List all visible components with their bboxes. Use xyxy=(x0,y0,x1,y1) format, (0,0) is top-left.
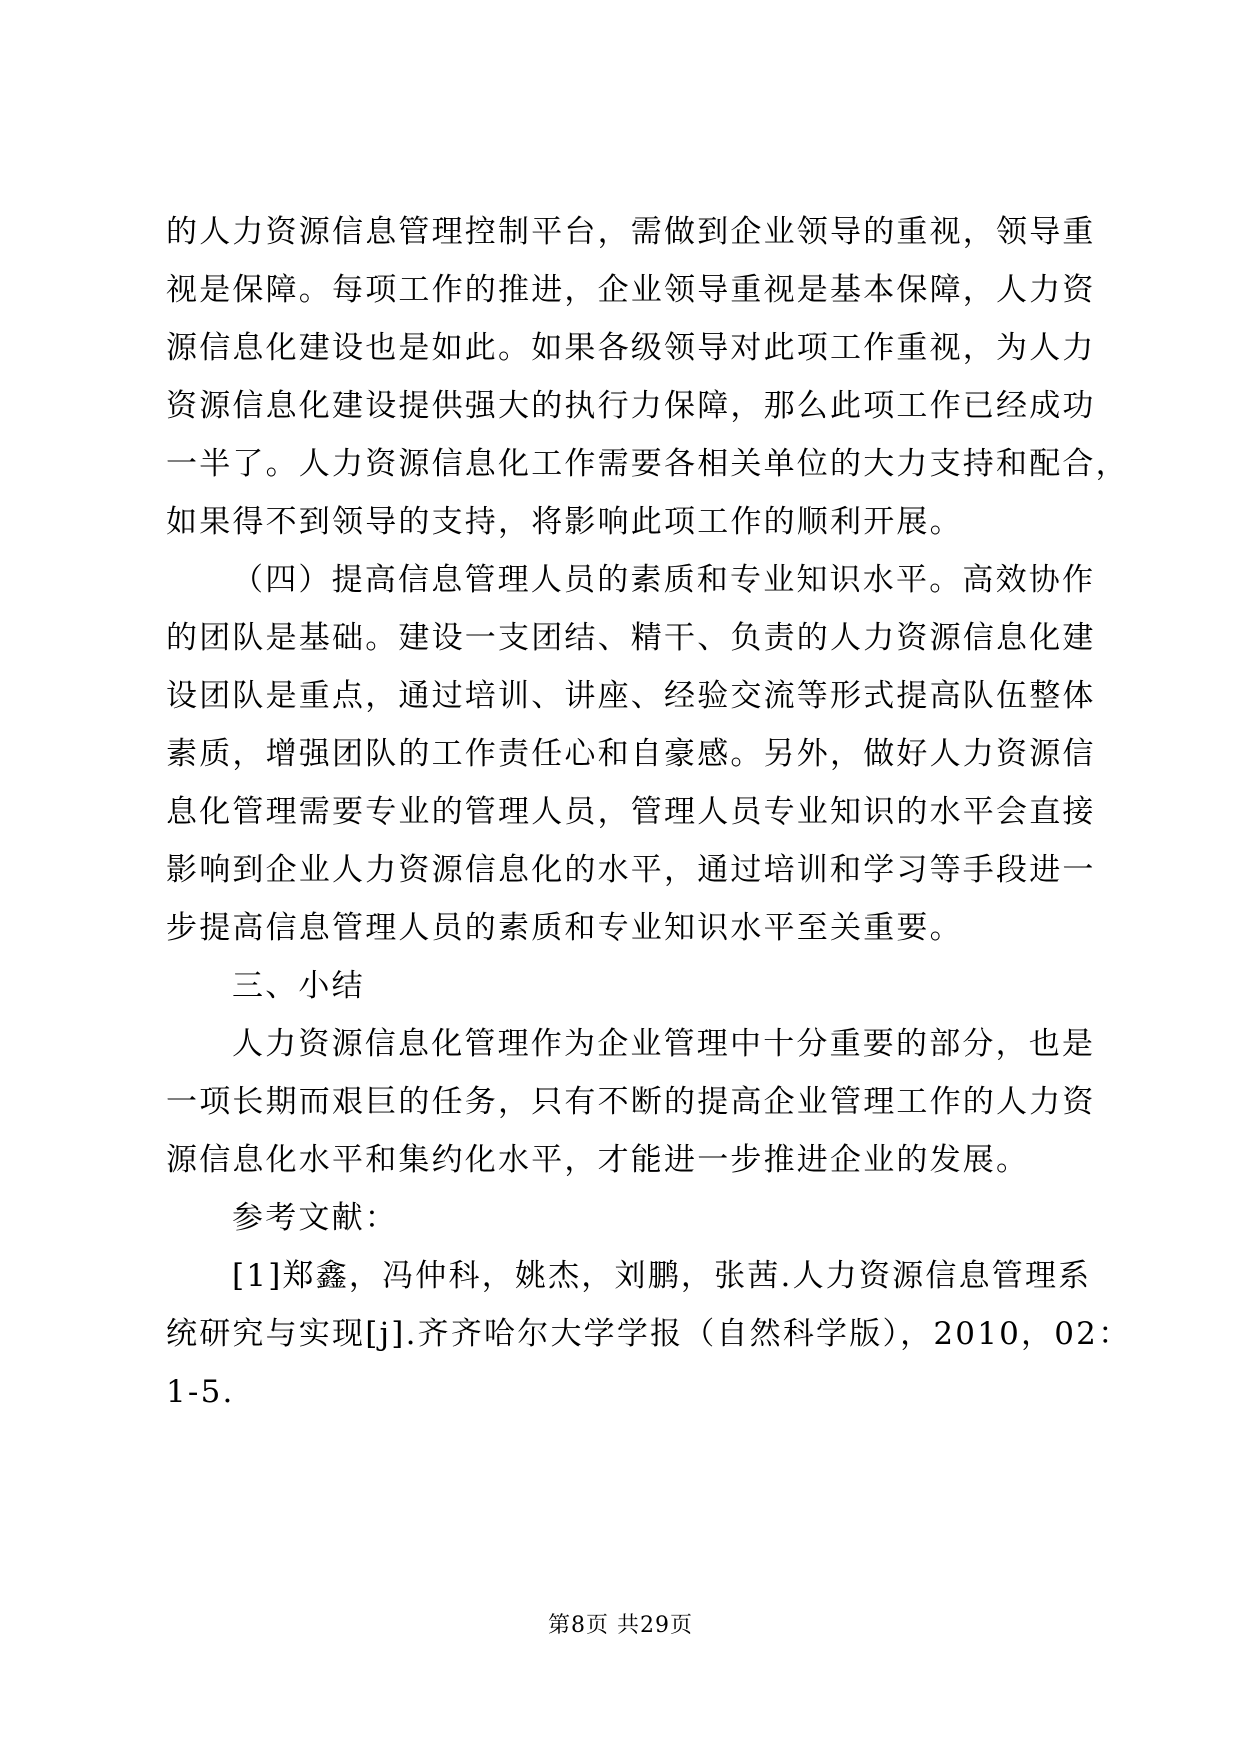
reference-line: 统研究与实现[j].齐齐哈尔大学学报（自然科学版），2010，02： xyxy=(166,1316,1132,1352)
text-line: 人力资源信息化管理作为企业管理中十分重要的部分，也是 xyxy=(232,1026,1096,1062)
text-line: 息化管理需要专业的管理人员，管理人员专业知识的水平会直接 xyxy=(166,794,1096,830)
text-line: 源信息化水平和集约化水平，才能进一步推进企业的发展。 xyxy=(166,1142,1030,1178)
text-line: 一半了。人力资源信息化工作需要各相关单位的大力支持和配合， xyxy=(166,446,1129,482)
text-line: 的人力资源信息管理控制平台，需做到企业领导的重视，领导重 xyxy=(166,214,1096,250)
text-line: 资源信息化建设提供强大的执行力保障，那么此项工作已经成功 xyxy=(166,388,1096,424)
section-heading: 三、小结 xyxy=(232,968,365,1004)
reference-line: 1-5. xyxy=(166,1374,235,1410)
text-line: 一项长期而艰巨的任务，只有不断的提高企业管理工作的人力资 xyxy=(166,1084,1096,1120)
text-line: 影响到企业人力资源信息化的水平，通过培训和学习等手段进一 xyxy=(166,852,1096,888)
reference-line: [1]郑鑫，冯仲科，姚杰，刘鹏，张茜.人力资源信息管理系 xyxy=(232,1258,1092,1294)
page-footer: 第8页 共29页 xyxy=(548,1613,693,1638)
text-line: 视是保障。每项工作的推进，企业领导重视是基本保障，人力资 xyxy=(166,272,1096,308)
text-line: 源信息化建设也是如此。如果各级领导对此项工作重视，为人力 xyxy=(166,330,1096,366)
text-line: 设团队是重点，通过培训、讲座、经验交流等形式提高队伍整体 xyxy=(166,678,1096,714)
text-line: 步提高信息管理人员的素质和专业知识水平至关重要。 xyxy=(166,910,963,946)
section-heading-line: （四）提高信息管理人员的素质和专业知识水平。高效协作 xyxy=(232,562,1096,598)
text-line: 素质，增强团队的工作责任心和自豪感。另外，做好人力资源信 xyxy=(166,736,1096,772)
text-line: 的团队是基础。建设一支团结、精干、负责的人力资源信息化建 xyxy=(166,620,1096,656)
references-heading: 参考文献： xyxy=(232,1200,398,1236)
text-line: 如果得不到领导的支持，将影响此项工作的顺利开展。 xyxy=(166,504,963,540)
